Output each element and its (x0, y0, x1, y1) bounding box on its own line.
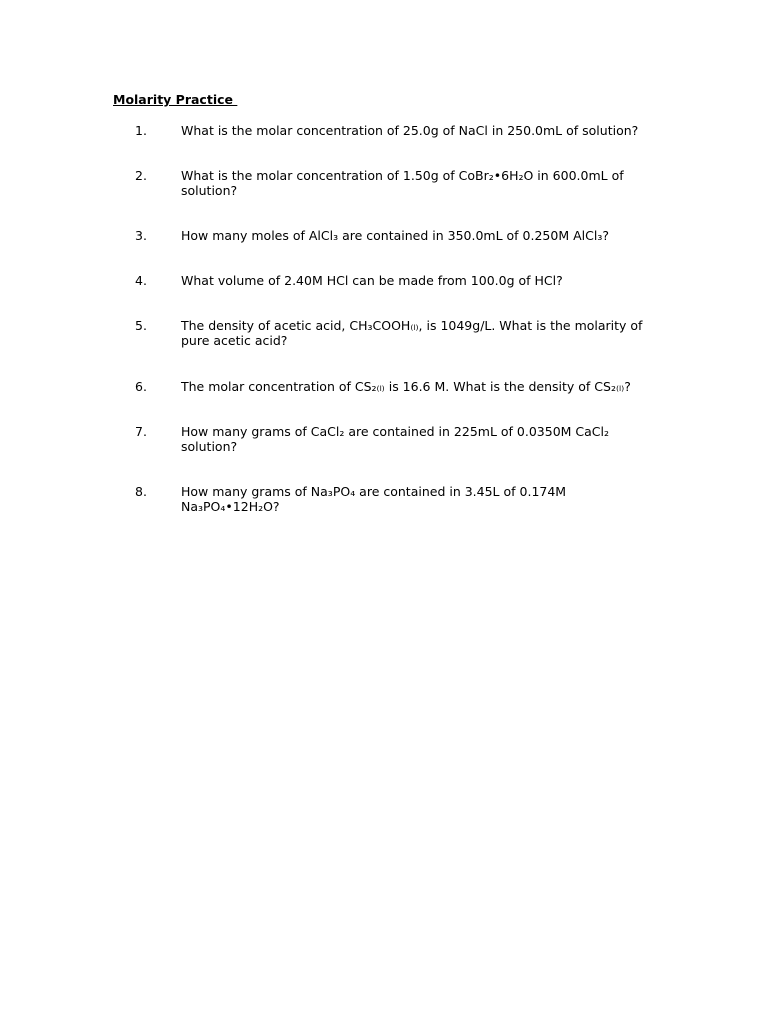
question-number: 4. (135, 273, 147, 288)
question-text: The density of acetic acid, CH₃COOH₍ₗ₎, is 1049g/L. What is the molarity of pure acetic acid? (181, 318, 643, 348)
page-title: Molarity Practice (113, 92, 238, 107)
question-number: 5. (135, 318, 147, 333)
question-number: 8. (135, 484, 147, 499)
question-text: What is the molar concentration of 1.50g of CoBr₂•6H₂O in 600.0mL of solution? (181, 168, 624, 198)
question-text: How many grams of CaCl₂ are contained in 225mL of 0.0350M CaCl₂ solution? (181, 424, 610, 454)
question-number: 1. (135, 123, 147, 138)
question-number: 2. (135, 168, 147, 183)
question-text: How many grams of Na₃PO₄ are contained in 3.45L of 0.174M Na₃PO₄•12H₂O? (181, 484, 567, 514)
question-text: What is the molar concentration of 25.0g of NaCl in 250.0mL of solution? (181, 123, 639, 138)
question-number: 6. (135, 379, 147, 394)
question-number: 3. (135, 228, 147, 243)
question-text: What volume of 2.40M HCl can be made from 100.0g of HCl? (181, 273, 563, 288)
question-number: 7. (135, 424, 147, 439)
question-text: How many moles of AlCl₃ are contained in 350.0mL of 0.250M AlCl₃? (181, 228, 609, 243)
question-text: The molar concentration of CS₂₍ₗ₎ is 16.6 M. What is the density of CS₂₍ₗ₎? (181, 379, 631, 394)
